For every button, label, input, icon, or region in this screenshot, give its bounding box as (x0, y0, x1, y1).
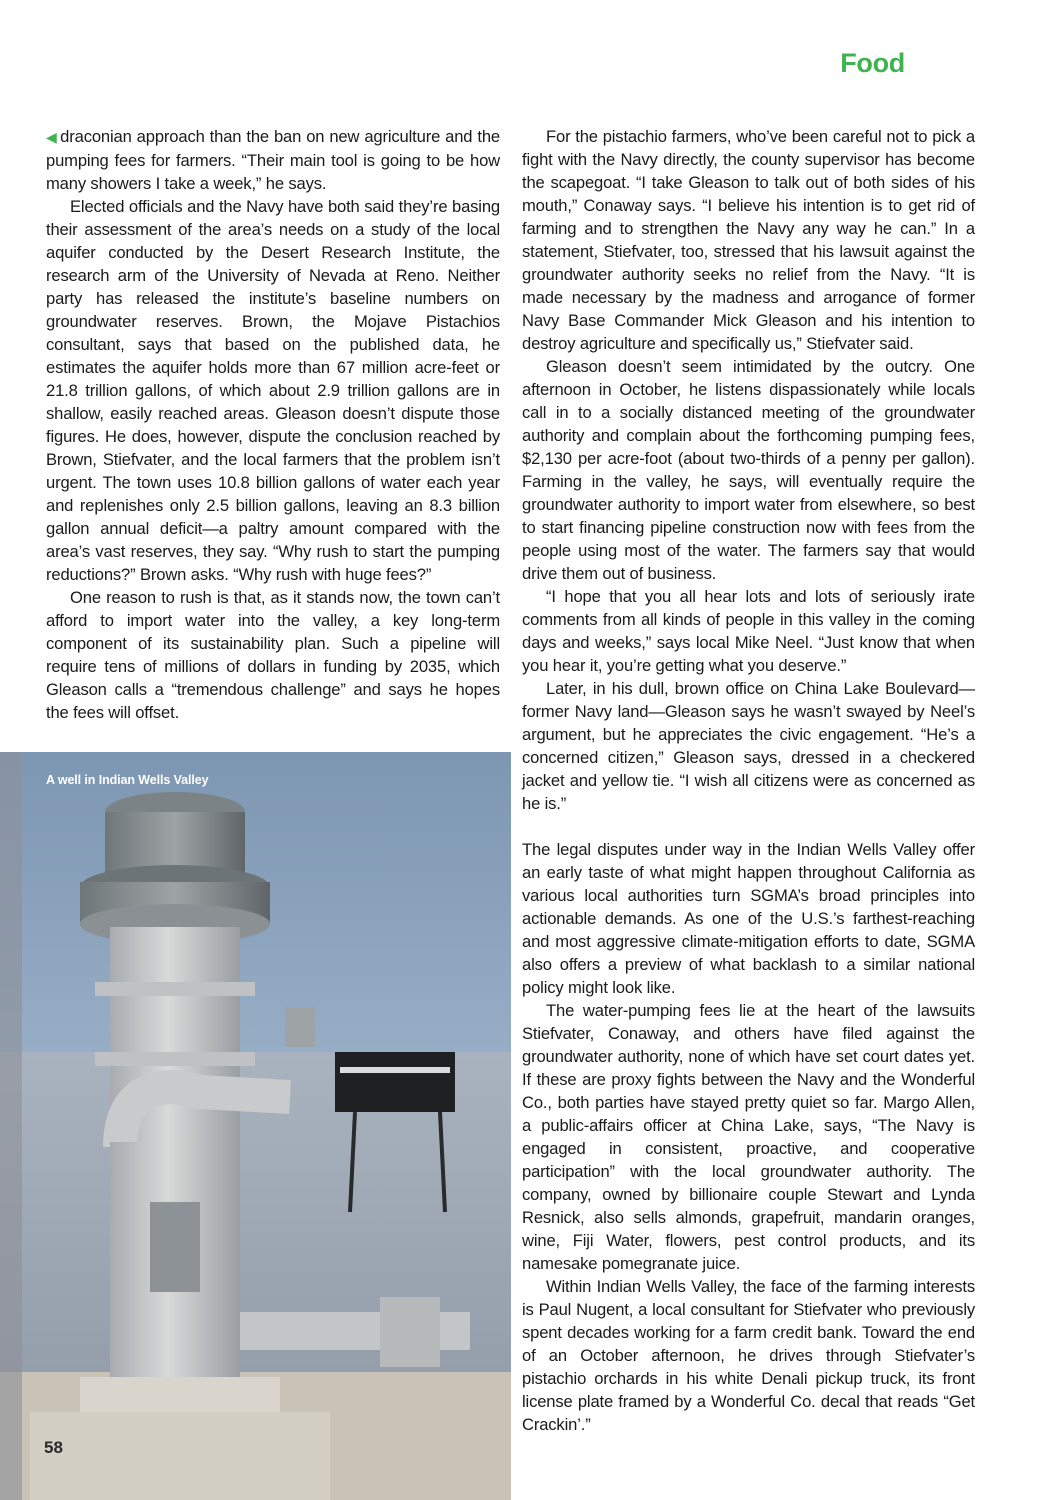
paragraph-text: draconian approach than the ban on new agriculture and the pumping fees for farmers. “Their main tool is going to be how many showers I take a week,” he says. (46, 127, 500, 193)
continued-arrow-icon: ◀ (46, 129, 58, 145)
well-photo (0, 752, 511, 1500)
left-column (46, 125, 500, 724)
section-label: Food (840, 48, 905, 78)
paragraph: Within Indian Wells Valley, the face of the farming interests is Paul Nugent, a local consultant for Stiefvater who previously spent decades working for a farm credit bank. Toward the end of an October afternoon, he drives through Stiefvater’s pistachio orchards in his white Denali pickup truck, its front license plate framed by a Wonderful Co. decal that reads “Get Crackin’.” (522, 1277, 975, 1434)
paragraph: “I hope that you all hear lots and lots of seriously irate comments from all kinds of people in this valley in the coming days and weeks,” says local Mike Neel. “Just know that when you hear it, you’re getting what you deserve.” (522, 587, 975, 675)
photo-caption: A well in Indian Wells Valley (46, 773, 209, 787)
paragraph: One reason to rush is that, as it stands now, the town can’t afford to import water into the valley, a key long-term component of its sustainability plan. Such a pipeline will require tens of millions of dollars in funding by 2035, which Gleason calls a “tremendous challenge” and says he hopes the fees will offset. (46, 588, 500, 722)
paragraph: The legal disputes under way in the Indian Wells Valley offer an early taste of what might happen throughout California as various local authorities turn SGMA’s broad principles into actionable demands. As one of the U.S.’s farthest-reaching and most aggressive climate-mitigation efforts to date, SGMA also offers a preview of what backlash to a similar national policy might look like. (522, 840, 975, 997)
paragraph: The water-pumping fees lie at the heart of the lawsuits Stiefvater, Conaway, and others have filed against the groundwater authority, none of which have set court dates yet. If these are proxy fights between the Navy and the Wonderful Co., both parties have stayed pretty quiet so far. Margo Allen, a public-affairs officer at China Lake, says, “The Navy is engaged in consistent, proactive, and cooperative participation” with the local groundwater authority. The company, owned by billionaire couple Stewart and Lynda Resnick, also sells almonds, grapefruit, mandarin oranges, wine, Fiji Water, flowers, pest control products, and its namesake pomegranate juice. (522, 1001, 975, 1273)
paragraph (46, 125, 500, 195)
right-column (522, 125, 975, 1436)
paragraph: Later, in his dull, brown office on China Lake Boulevard—former Navy land—Gleason says he wasn’t swayed by Neel’s argument, but he appreciates the civic engagement. “He’s a concerned citizen,” Gleason says, dressed in a checkered jacket and yellow tie. “I wish all citizens were as concerned as he is.” (522, 679, 975, 813)
page-number: 58 (44, 1438, 63, 1457)
paragraph: Elected officials and the Navy have both said they’re basing their assessment of the area’s needs on a study of the local aquifer conducted by the Desert Research Institute, the research arm of the University of Nevada at Reno. Neither party has released the institute’s baseline numbers on groundwater reserves. Brown, the Mojave Pistachios consultant, says that based on the published data, he estimates the aquifer holds more than 67 million acre-feet or 21.8 trillion gallons, of which about 2.9 trillion gallons are in shallow, easily reached areas. Gleason doesn’t dispute those figures. He does, however, dispute the conclusion reached by Brown, Stiefvater, and the local farmers that the problem isn’t urgent. The town uses 10.8 billion gallons of water each year and replenishes only 2.5 billion gallons, leaving an 8.3 billion gallon annual deficit—a paltry amount compared with the area’s vast reserves, they say. “Why rush to start the pumping reductions?” Brown asks. “Why rush with huge fees?” (46, 197, 500, 584)
paragraph: Gleason doesn’t seem intimidated by the outcry. One afternoon in October, he listens dispassionately while locals call in to a socially distanced meeting of the groundwater authority and complain about the forthcoming pumping fees, $2,130 per acre-foot (about two-thirds of a penny per gallon). Farming in the valley, he says, will eventually require the groundwater authority to import water from elsewhere, so best to start financing pipeline construction now with fees from the people using most of the water. The farmers say that would drive them out of business. (522, 357, 975, 583)
paragraph: For the pistachio farmers, who’ve been careful not to pick a fight with the Navy directly, the county supervisor has become the scapegoat. “I take Gleason to talk out of both sides of his mouth,” Conaway says. “I believe his intention is to get rid of farming and to strengthen the Navy any way he can.” In a statement, Stiefvater, too, stressed that his lawsuit against the groundwater authority seeks no relief from the Navy. “It is made necessary by the madness and arrogance of former Navy Base Commander Mick Gleason and his intention to destroy agriculture and specifically us,” Stiefvater said. (522, 127, 975, 353)
